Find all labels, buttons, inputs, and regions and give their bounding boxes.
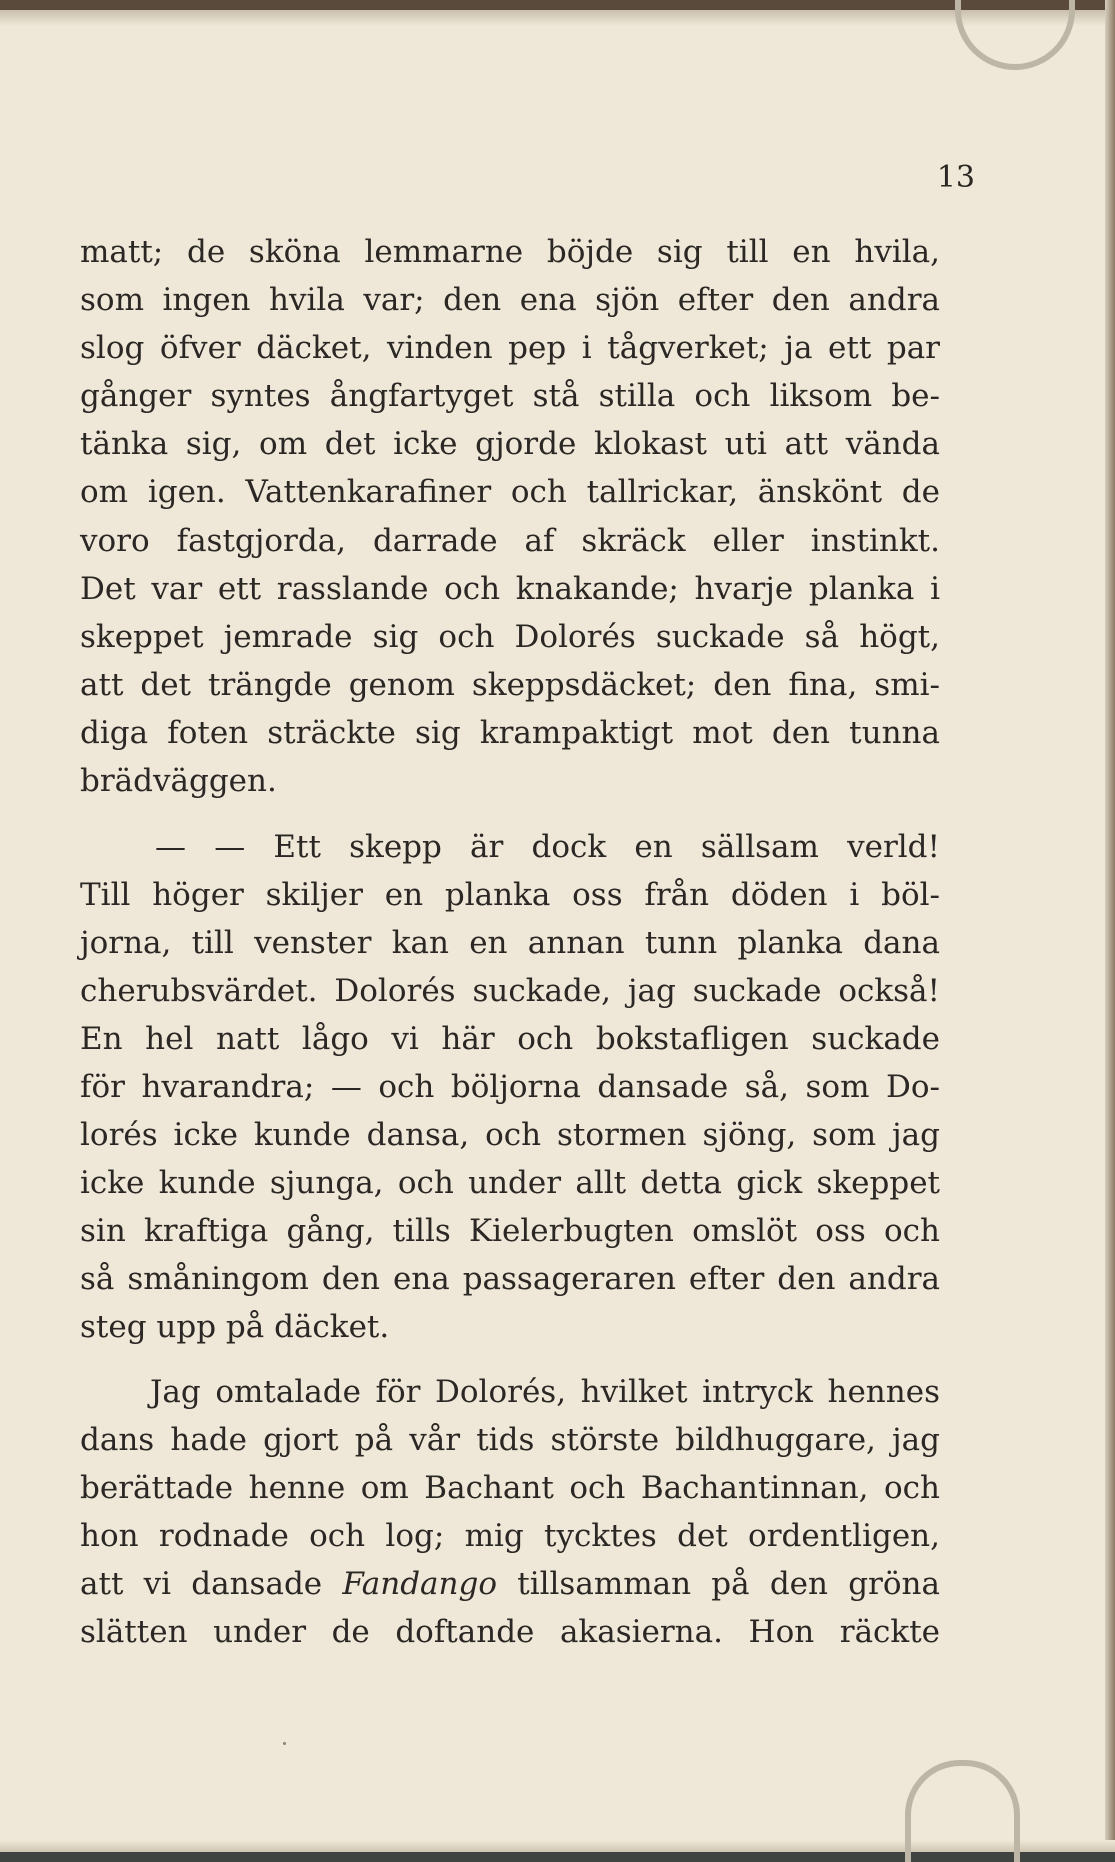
text-line: jorna, till venster kan en annan tunn planka dana <box>80 925 940 961</box>
text-line: brädväggen. <box>80 763 277 799</box>
paper-speck <box>283 1742 286 1745</box>
text-line: lorés icke kunde dansa, och stormen sjöng, som jag <box>80 1117 940 1153</box>
text-line: sin kraftiga gång, tills Kielerbugten omslöt oss och <box>80 1213 940 1249</box>
italic-word: Fandango <box>342 1566 498 1602</box>
text-line: voro fastgjorda, darrade af skräck eller instinkt. <box>80 523 940 559</box>
text-line: om igen. Vattenkarafiner och tallrickar, änskönt de <box>80 474 940 510</box>
text-line: Det var ett rasslande och knakande; hvarje planka i <box>80 571 940 607</box>
text-line: Till höger skiljer en planka oss från döden i böl- <box>80 877 940 913</box>
text-line: för hvarandra; — och böljorna dansade så, som Do- <box>80 1069 940 1105</box>
text-line: steg upp på däcket. <box>80 1309 390 1345</box>
text-line: tänka sig, om det icke gjorde klokast uti att vända <box>80 426 940 462</box>
text-line: — — Ett skepp är dock en sällsam verld! <box>155 829 940 865</box>
text-line: dans hade gjort på vår tids störste bildhuggare, jag <box>80 1422 940 1458</box>
text-line: slätten under de doftande akasierna. Hon räckte <box>80 1614 940 1650</box>
text-line: icke kunde sjunga, och under allt detta gick skeppet <box>80 1165 940 1201</box>
text-line: att det trängde genom skeppsdäcket; den fina, smi- <box>80 667 940 703</box>
text-line: Jag omtalade för Dolorés, hvilket intryck hennes <box>150 1374 940 1410</box>
text-line: matt; de sköna lemmarne böjde sig till en hvila, <box>80 234 940 270</box>
text-line: hon rodnade och log; mig tycktes det ordentligen, <box>80 1518 940 1554</box>
text-line: skeppet jemrade sig och Dolorés suckade så högt, <box>80 619 940 655</box>
text-line: gånger syntes ångfartyget stå stilla och liksom be- <box>80 378 940 414</box>
text-line: som ingen hvila var; den ena sjön efter den andra <box>80 282 940 318</box>
text-line: En hel natt lågo vi här och bokstafligen suckade <box>80 1021 940 1057</box>
text-line: slog öfver däcket, vinden pep i tågverket; ja ett par <box>80 330 940 366</box>
text-line: diga foten sträckte sig krampaktigt mot den tunna <box>80 715 940 751</box>
text-line: berättade henne om Bachant och Bachantinnan, och <box>80 1470 940 1506</box>
page-number: 13 <box>936 160 975 195</box>
text-line: så småningom den ena passageraren efter den andra <box>80 1261 940 1297</box>
text-line: att vi dansade Fandango tillsamman på den gröna <box>80 1566 940 1602</box>
text-line: cherubsvärdet. Dolorés suckade, jag suckade också! <box>80 973 940 1009</box>
